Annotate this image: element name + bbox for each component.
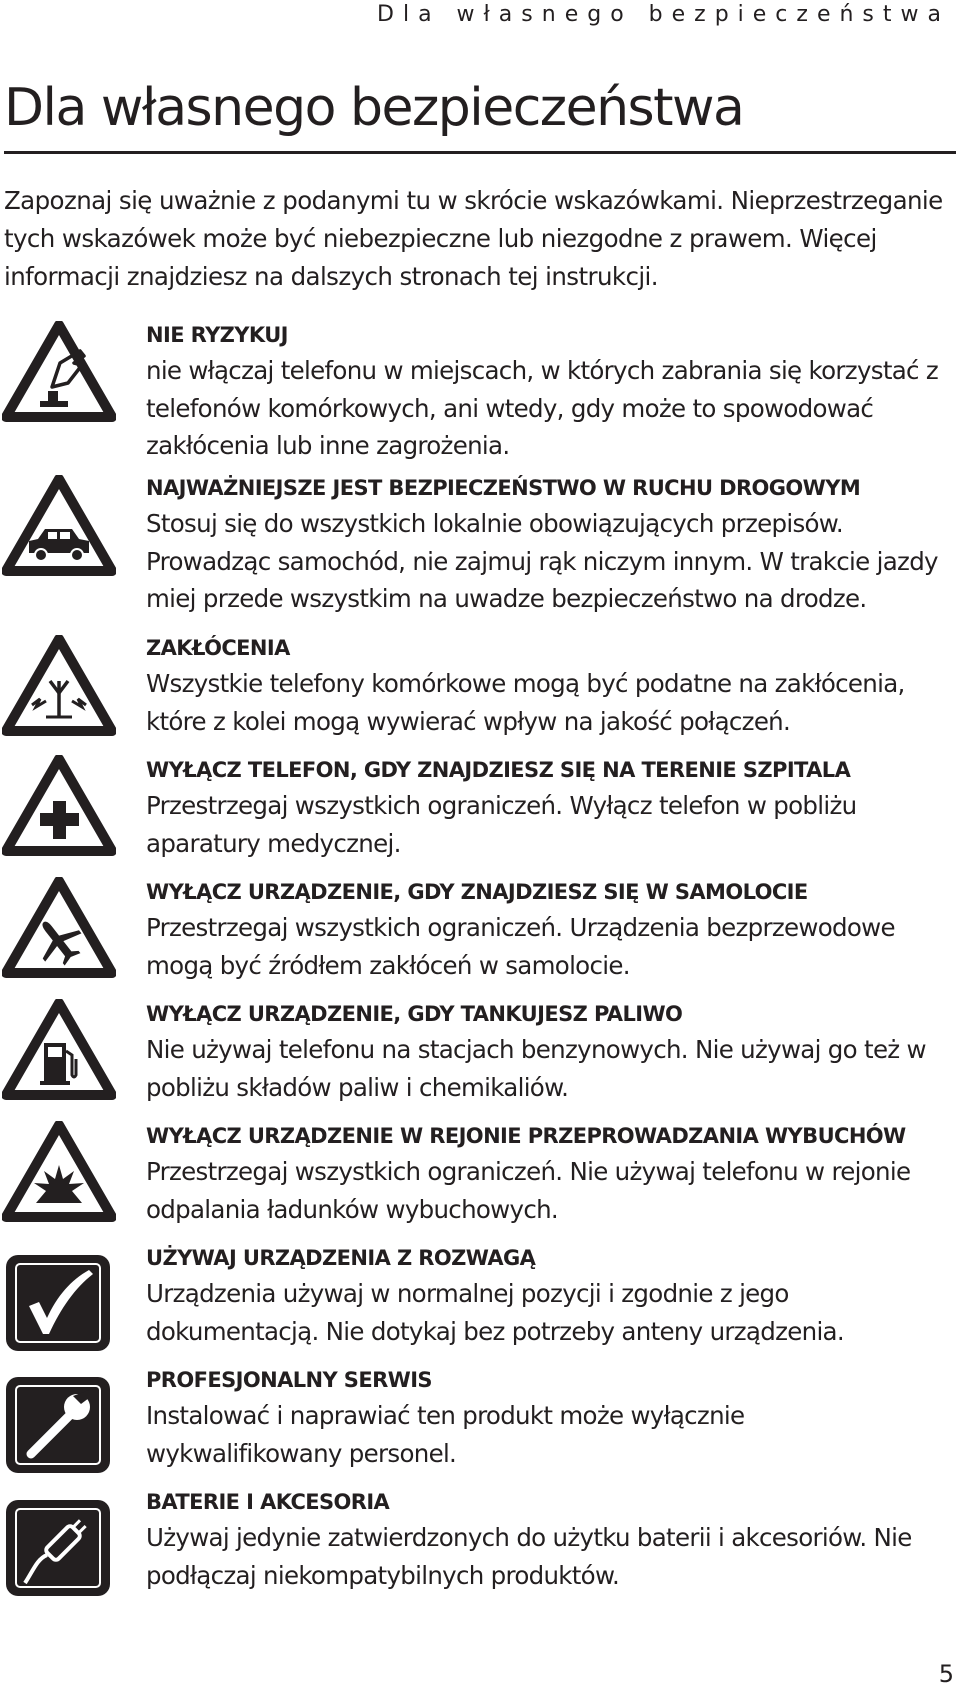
item-heading: NIE RYZYKUJ [146,323,288,347]
item-text: Przestrzegaj wszystkich ograniczeń. Urządzenia bezprzewodowe mogą być źródłem zakłóceń w samolocie. [146,913,895,980]
item-heading: BATERIE I AKCESORIA [146,1490,390,1514]
item-heading: NAJWAŻNIEJSZE JEST BEZPIECZEŃSTWO W RUCHU DROGOWYM [146,476,861,500]
item-text: Wszystkie telefony komórkowe mogą być podatne na zakłócenia, które z kolei mogą wywierać wpływ na jakość połączeń. [146,669,905,736]
item-heading: WYŁĄCZ URZĄDZENIE, GDY TANKUJESZ PALIWO [146,1002,683,1026]
intro-paragraph: Zapoznaj się uważnie z podanymi tu w skrócie wskazówkami. Nieprzestrzeganie tych wskazówek może być niebezpieczne lub niezgodne z prawem. Więcej informacji znajdziesz na dalszych stronach tej instrukcji. [4,186,943,291]
page-title: Dla własnego bezpieczeństwa [4,78,744,138]
item-heading: WYŁĄCZ TELEFON, GDY ZNAJDZIESZ SIĘ NA TERENIE SZPITALA [146,758,851,782]
item-heading: PROFESJONALNY SERWIS [146,1368,432,1392]
title-divider [4,151,956,154]
item-heading: UŻYWAJ URZĄDZENIA Z ROZWAGĄ [146,1246,536,1270]
item-text: nie włączaj telefonu w miejscach, w których zabrania się korzystać z telefonów komórkowych, ani wtedy, gdy może to spowodować zakłócenia lub inne zagrożenia. [146,356,939,460]
item-heading: ZAKŁÓCENIA [146,636,290,660]
item-text: Przestrzegaj wszystkich ograniczeń. Wyłącz telefon w pobliżu aparatury medycznej. [146,791,857,858]
item-text: Nie używaj telefonu na stacjach benzynowych. Nie używaj go też w pobliżu składów paliw i chemikaliów. [146,1035,926,1102]
battery-plug-square-icon [3,1497,113,1599]
item-text: Stosuj się do wszystkich lokalnie obowiązujących przepisów. Prowadząc samochód, nie zajmuj rąk niczym innym. W trakcie jazdy miej przede wszystkim na uwadze bezpieczeństwo na drodze. [146,509,938,613]
page-number: 5 [938,1660,954,1688]
item-heading: WYŁĄCZ URZĄDZENIE, GDY ZNAJDZIESZ SIĘ W SAMOLOCIE [146,880,808,904]
item-text: Przestrzegaj wszystkich ograniczeń. Nie używaj telefonu w rejonie odpalania ładunków wybuchowych. [146,1157,911,1224]
item-text: Urządzenia używaj w normalnej pozycji i zgodnie z jego dokumentacją. Nie dotykaj bez potrzeby anteny urządzenia. [146,1279,844,1346]
item-text: Instalować i naprawiać ten produkt może wyłącznie wykwalifikowany personel. [146,1401,745,1468]
item-heading: WYŁĄCZ URZĄDZENIE W REJONIE PRZEPROWADZANIA WYBUCHÓW [146,1124,906,1148]
medical-cross-triangle-icon [2,755,116,857]
airplane-triangle-icon [2,877,116,979]
antenna-interference-triangle-icon [2,635,116,737]
fuel-pump-triangle-icon [2,999,116,1101]
checkmark-square-icon [3,1252,113,1354]
car-triangle-icon [2,475,116,577]
wrench-square-icon [3,1374,113,1476]
item-text: Używaj jedynie zatwierdzonych do użytku baterii i akcesoriów. Nie podłączaj niekompatybilnych produktów. [146,1523,912,1590]
running-header: Dla własnego bezpieczeństwa [377,2,950,27]
hand-switch-triangle-icon [2,321,116,423]
explosion-triangle-icon [2,1121,116,1223]
